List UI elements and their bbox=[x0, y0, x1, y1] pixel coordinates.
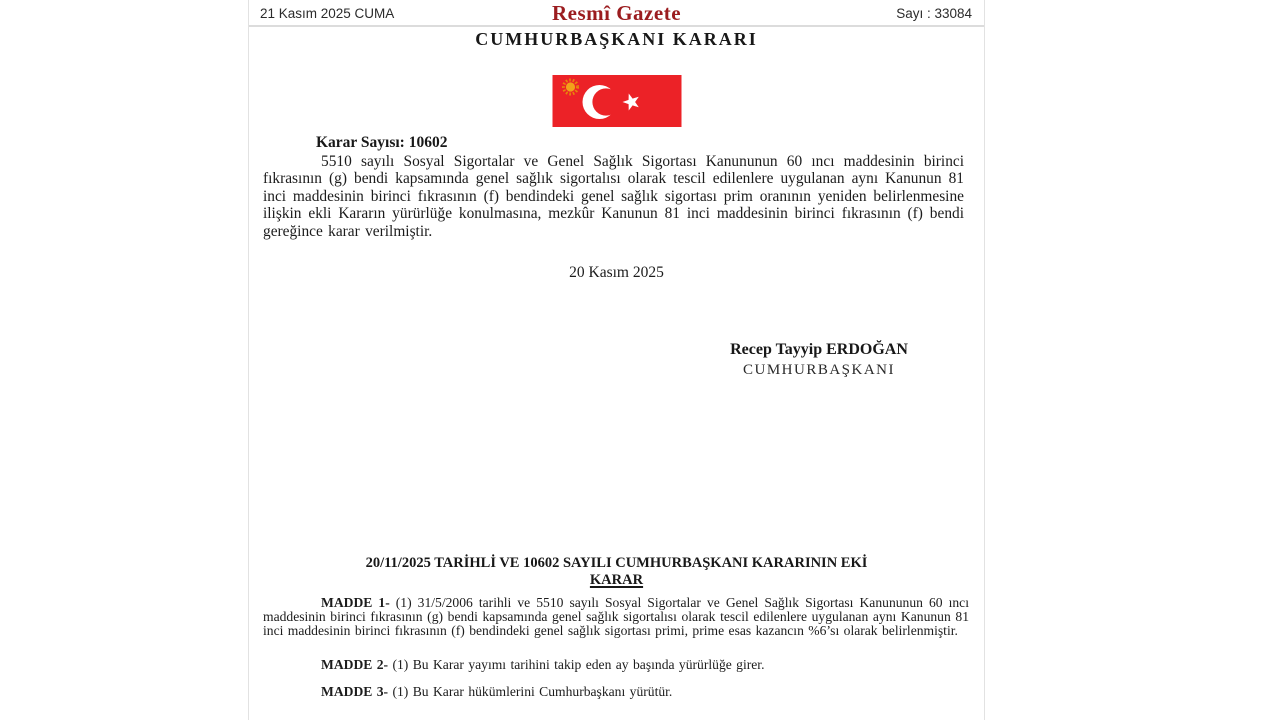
article-1-text: (1) 31/5/2006 tarihli ve 5510 sayılı Sosyal Sigortalar ve Genel Sağlık Sigortası Kanununun 60 ıncı maddesinin birinci fıkrasının (g) bendi kapsamında genel sağlık sigortalısı olarak tescil edilenlere uygulanan aynı Kanunun 81 inci maddesinin birinci fıkrasının (f) bendindeki genel sağlık sigortası primi, prime esas kazancın %6’sı olarak belirlenmiştir. bbox=[263, 595, 969, 639]
annex-title bbox=[249, 555, 984, 588]
gazette-title: Resmî Gazete bbox=[551, 1, 682, 25]
annex-article-2 bbox=[263, 658, 969, 672]
gazette-issue-number: Sayı : 33084 bbox=[896, 6, 972, 21]
gazette-page bbox=[248, 0, 985, 720]
annex-title-line2: KARAR bbox=[589, 571, 644, 588]
article-2-text: (1) Bu Karar yayımı tarihini takip eden ay başında yürürlüğe girer. bbox=[388, 657, 765, 672]
annex-title-line1: 20/11/2025 TARİHLİ VE 10602 SAYILI CUMHURBAŞKANI KARARININ EKİ bbox=[365, 555, 868, 571]
gazette-date: 21 Kasım 2025 CUMA bbox=[260, 6, 395, 21]
header-divider bbox=[249, 25, 984, 27]
signer-title: CUMHURBAŞKANI bbox=[742, 362, 896, 378]
decision-heading: CUMHURBAŞKANI KARARI bbox=[475, 29, 758, 49]
article-3-text: (1) Bu Karar hükümlerini Cumhurbaşkanı yürütür. bbox=[388, 684, 673, 699]
signature-block bbox=[669, 341, 969, 379]
signer-name: Recep Tayyip ERDOĞAN bbox=[730, 341, 908, 358]
decision-number: Karar Sayısı: 10602 bbox=[316, 134, 448, 151]
article-2-label: MADDE 2- bbox=[321, 657, 389, 672]
turkish-flag-icon bbox=[552, 75, 681, 127]
decision-body: 5510 sayılı Sosyal Sigortalar ve Genel Sağlık Sigortası Kanununun 60 ıncı maddesinin birinci fıkrasının (g) bendi kapsamında genel sağlık sigortalısı olarak tescil edilenlere uygulanan aynı Kanunun 81 inci maddesinin birinci fıkrasının (f) bendindeki genel sağlık sigortası prim oranının yeniden belirlenmesine ilişkin ekli Kararın yürürlüğe konulmasına, mezkûr Kanunun 81 inci maddesinin birinci fıkrasının (f) bendi gereğince karar verilmiştir. bbox=[263, 153, 964, 240]
article-3-label: MADDE 3- bbox=[321, 684, 389, 699]
annex-article-1 bbox=[263, 596, 969, 638]
decision-date: 20 Kasım 2025 bbox=[569, 264, 664, 281]
article-1-label: MADDE 1- bbox=[321, 595, 390, 610]
annex-article-3 bbox=[263, 685, 969, 699]
